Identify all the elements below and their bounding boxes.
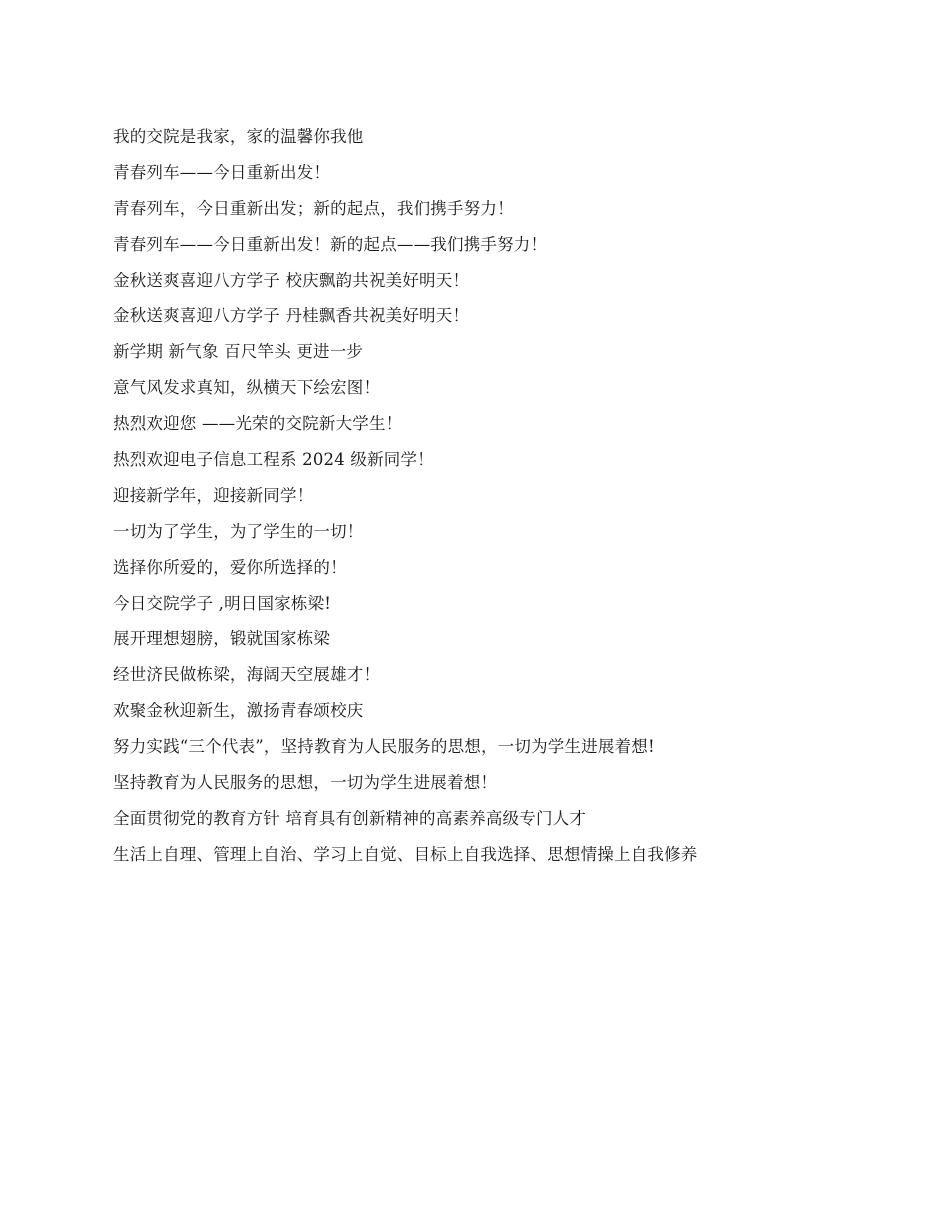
slogan-line: 经世济民做栋梁，海阔天空展雄才！	[113, 665, 381, 685]
slogan-line: 新学期 新气象 百尺竿头 更进一步	[113, 342, 364, 362]
slogan-line: 努力实践“三个代表”，坚持教育为人民服务的思想，一切为学生进展着想!	[113, 737, 655, 757]
slogan-line: 金秋送爽喜迎八方学子 丹桂飘香共祝美好明天！	[113, 306, 470, 326]
slogan-line: 迎接新学年，迎接新同学！	[113, 485, 314, 505]
slogan-line: 生活上自理、管理上自治、学习上自觉、目标上自我选择、思想情操上自我修养	[113, 844, 698, 864]
slogan-line: 青春列车——今日重新出发！	[113, 162, 331, 182]
slogan-line: 热烈欢迎电子信息工程系 2024 级新同学！	[113, 450, 434, 470]
slogan-line: 青春列车，今日重新出发；新的起点，我们携手努力！	[113, 198, 514, 218]
slogan-line: 青春列车——今日重新出发！新的起点——我们携手努力！	[113, 234, 548, 254]
slogan-list	[113, 124, 913, 878]
slogan-line: 一切为了学生，为了学生的一切！	[113, 521, 364, 541]
slogan-line: 意气风发求真知，纵横天下绘宏图！	[113, 378, 381, 398]
slogan-line: 金秋送爽喜迎八方学子 校庆飘韵共祝美好明天！	[113, 270, 470, 290]
slogan-line: 选择你所爱的，爱你所选择的！	[113, 557, 347, 577]
slogan-line: 今日交院学子 ,明日国家栋梁!	[113, 593, 332, 613]
slogan-line: 我的交院是我家，家的温馨你我他	[113, 127, 364, 146]
slogan-line: 坚持教育为人民服务的思想，一切为学生进展着想！	[113, 773, 498, 793]
slogan-line: 全面贯彻党的教育方针 培育具有创新精神的高素养高级专门人才	[113, 808, 587, 828]
slogan-line: 热烈欢迎您 ——光荣的交院新大学生！	[113, 414, 403, 434]
slogan-line: 展开理想翅膀，锻就国家栋梁	[113, 629, 331, 649]
slogan-line: 欢聚金秋迎新生，激扬青春颂校庆	[113, 701, 364, 721]
